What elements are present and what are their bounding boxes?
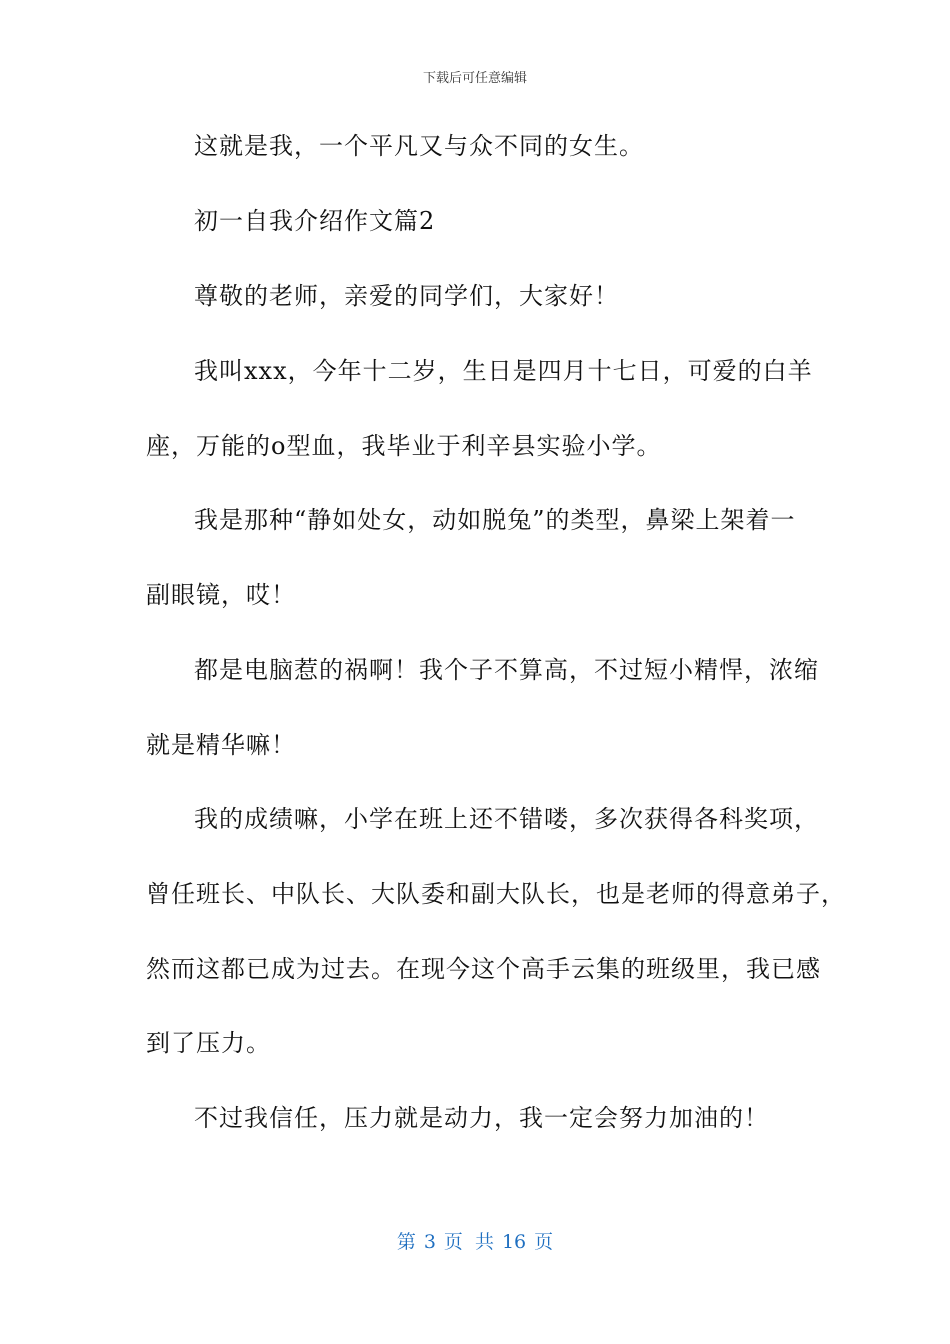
paragraph-line: 不过我信任，压力就是动力，我一定会努力加油的！: [194, 1104, 769, 1132]
section-heading: 初一自我介绍作文篇2: [194, 207, 436, 235]
footer-prefix: 第: [396, 1231, 416, 1253]
paragraph-line: 到了压力。: [146, 1029, 271, 1057]
footer-middle: 页 共: [443, 1231, 494, 1253]
paragraph-line: 这就是我，一个平凡又与众不同的女生。: [194, 132, 644, 160]
footer-total-pages: 16: [501, 1231, 527, 1253]
page-footer: [0, 1227, 950, 1254]
paragraph-line: 曾任班长、中队长、大队委和副大队长，也是老师的得意弟子，: [146, 880, 846, 908]
paragraph-line: 我叫xxx，今年十二岁，生日是四月十七日，可爱的白羊: [194, 357, 813, 385]
paragraph-line: 副眼镜，哎！: [146, 581, 296, 609]
paragraph-line: 然而这都已成为过去。在现今这个高手云集的班级里，我已感: [146, 955, 821, 983]
paragraph-line: 就是精华嘛！: [146, 731, 296, 759]
paragraph-line: 尊敬的老师，亲爱的同学们，大家好！: [194, 282, 619, 310]
page-header: 下载后可任意编辑: [422, 71, 527, 86]
paragraph-line: 我的成绩嘛，小学在班上还不错喽，多次获得各科奖项，: [194, 805, 819, 833]
paragraph-line: 我是那种“静如处女，动如脱兔”的类型，鼻梁上架着一: [194, 506, 796, 534]
footer-page-number: 3: [423, 1231, 436, 1253]
paragraph-line: 座，万能的o型血，我毕业于利辛县实验小学。: [146, 432, 662, 460]
footer-suffix: 页: [534, 1231, 554, 1253]
paragraph-line: 都是电脑惹的祸啊！我个子不算高，不过短小精悍，浓缩: [194, 656, 819, 684]
